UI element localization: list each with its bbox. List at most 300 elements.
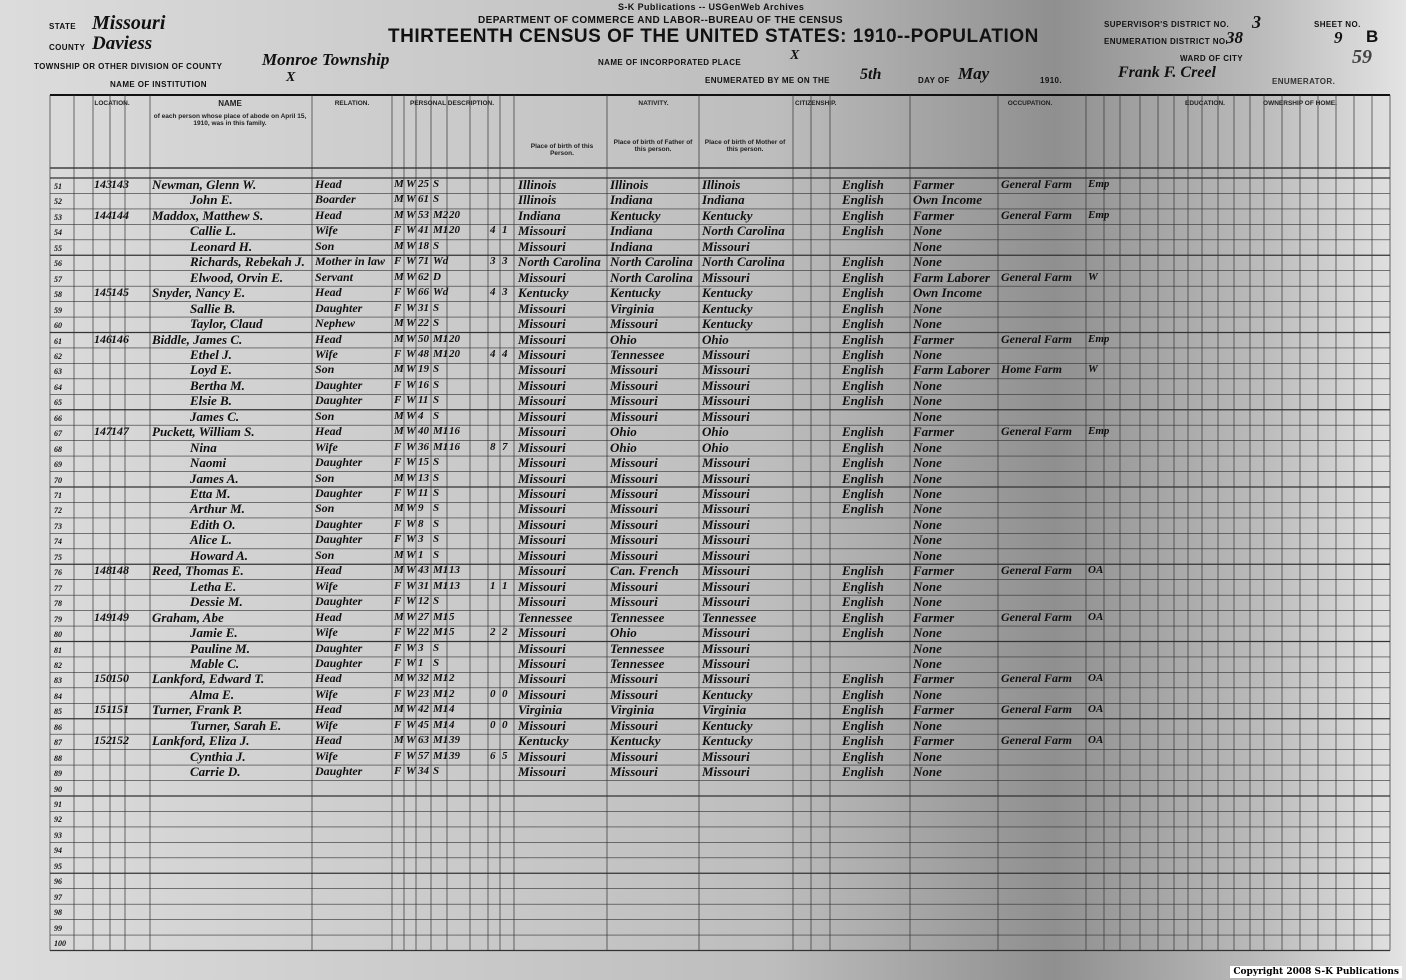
birthplace-person: Missouri — [518, 362, 566, 378]
birthplace-person: Missouri — [518, 516, 566, 532]
marital-status: S — [433, 765, 440, 778]
township-label: TOWNSHIP OR OTHER DIVISION OF COUNTY — [34, 62, 223, 71]
person-name: Sallie B. — [190, 300, 236, 316]
age: 63 — [418, 734, 429, 747]
state-label: STATE — [49, 22, 77, 31]
relation: Wife — [315, 625, 338, 640]
family-number: 152 — [111, 733, 129, 748]
person-name: Etta M. — [190, 486, 231, 501]
marital-status: M1 — [433, 687, 449, 700]
person-name: Edith O. — [190, 516, 236, 532]
dwelling-number: 152 — [94, 733, 112, 748]
race: W — [406, 301, 416, 314]
birthplace-mother: Kentucky — [702, 686, 753, 702]
relation: Head — [315, 563, 342, 578]
trade: Farmer — [913, 609, 955, 625]
sex: M — [394, 193, 404, 206]
language: English — [842, 223, 884, 239]
birthplace-mother: Missouri — [702, 671, 750, 687]
age: 4 — [418, 409, 424, 422]
birthplace-mother: Kentucky — [702, 300, 753, 316]
birthplace-father: Missouri — [610, 594, 658, 610]
children-living: 1 — [502, 579, 508, 592]
marital-status: D — [433, 270, 441, 283]
person-name: Elwood, Orvin E. — [190, 269, 284, 285]
relation: Head — [315, 609, 342, 624]
trade: Farmer — [913, 733, 955, 749]
line-number: 85 — [54, 707, 62, 717]
line-number: 95 — [54, 861, 62, 871]
department-heading: DEPARTMENT OF COMMERCE AND LABOR--BUREAU OF THE CENSUS — [478, 15, 843, 26]
sex: F — [394, 224, 402, 237]
sex: M — [394, 332, 404, 345]
line-number: 89 — [54, 769, 62, 779]
family-number: 143 — [111, 177, 129, 191]
language: English — [842, 316, 884, 332]
race: W — [406, 533, 416, 546]
sex: F — [394, 533, 402, 546]
birthplace-mother: Missouri — [702, 764, 750, 780]
birthplace-mother: Missouri — [702, 640, 750, 656]
trade: None — [913, 223, 942, 239]
marital-status: S — [433, 502, 440, 515]
sex: F — [394, 301, 402, 314]
top-banner: S-K Publications -- USGenWeb Archives — [618, 2, 805, 12]
relation: Servant — [315, 269, 354, 284]
birthplace-mother: Missouri — [702, 578, 750, 594]
marital-status: M1 — [433, 734, 449, 747]
line-number: 96 — [54, 877, 62, 887]
mother-of-children-born: 0 — [490, 718, 496, 731]
marital-status: M1 — [433, 440, 449, 453]
education-header: EDUCATION. — [1185, 100, 1225, 107]
birthplace-mother: North Carolina — [702, 254, 785, 270]
marital-status: S — [433, 193, 440, 206]
birthplace-mother: Indiana — [702, 192, 745, 208]
birthplace-mother: Tennessee — [702, 609, 757, 625]
birthplace-father: Tennessee — [610, 346, 665, 362]
age: 71 — [418, 255, 429, 268]
birthplace-mother: Kentucky — [702, 717, 753, 733]
birthplace-mother: Missouri — [702, 377, 750, 393]
marital-status: M1 — [433, 425, 449, 438]
age: 22 — [418, 626, 429, 639]
birthplace-father: Virginia — [610, 300, 655, 316]
trade: Farmer — [913, 702, 955, 718]
marital-status: Wd — [433, 286, 449, 299]
sex: F — [394, 440, 402, 453]
line-number: 98 — [54, 908, 62, 918]
age: 32 — [418, 672, 429, 685]
birthplace-person: Missouri — [518, 655, 566, 671]
age: 31 — [418, 301, 429, 314]
marital-status: M1 — [433, 718, 449, 731]
line-number: 78 — [54, 599, 62, 609]
relation: Son — [315, 408, 335, 423]
person-name: Graham, Abe — [152, 609, 224, 625]
person-name: Jamie E. — [190, 625, 238, 641]
trade: Own Income — [913, 192, 982, 208]
language: English — [842, 439, 884, 455]
relation: Son — [315, 362, 335, 377]
language: English — [842, 501, 884, 517]
birth-mother-header: Place of birth of Mother of this person. — [704, 139, 786, 153]
race: W — [406, 471, 416, 484]
race: W — [406, 626, 416, 639]
trade: None — [913, 594, 942, 610]
race: W — [406, 749, 416, 762]
birthplace-father: Kentucky — [610, 207, 661, 223]
age: 18 — [418, 239, 429, 252]
person-name: Carrie D. — [190, 764, 241, 780]
employer-class: OA — [1088, 610, 1104, 623]
language: English — [842, 346, 884, 362]
birthplace-person: Missouri — [518, 640, 566, 656]
children-living: 1 — [502, 224, 508, 237]
family-number: 149 — [111, 609, 129, 624]
sex: F — [394, 487, 402, 499]
line-number: 90 — [54, 784, 62, 794]
relation: Head — [315, 331, 342, 346]
children-living: 7 — [502, 440, 508, 453]
line-number: 92 — [54, 815, 62, 825]
line-number: 79 — [54, 614, 62, 624]
day-of-label: DAY OF — [918, 76, 950, 85]
line-number: 59 — [54, 305, 62, 315]
age: 15 — [418, 456, 429, 469]
relation: Nephew — [315, 316, 355, 331]
person-name: Arthur M. — [190, 501, 245, 517]
age: 3 — [418, 533, 424, 546]
person-name: Alice L. — [190, 532, 232, 548]
family-number: 144 — [111, 207, 129, 222]
county-label: COUNTY — [49, 43, 86, 52]
trade: None — [913, 748, 942, 764]
marital-status: S — [433, 239, 440, 252]
employer-class: W — [1088, 270, 1098, 283]
birthplace-person: Missouri — [518, 470, 566, 486]
race: W — [406, 193, 416, 206]
trade: None — [913, 300, 942, 316]
birthplace-person: Missouri — [518, 501, 566, 517]
age: 13 — [418, 471, 429, 484]
language: English — [842, 563, 884, 579]
marital-status: S — [433, 363, 440, 376]
birthplace-person: Missouri — [518, 408, 566, 424]
children-living: 4 — [502, 347, 508, 360]
line-number: 82 — [54, 660, 62, 670]
language: English — [842, 609, 884, 625]
person-name: Lankford, Edward T. — [152, 671, 265, 687]
relation: Head — [315, 207, 342, 222]
trade: None — [913, 516, 942, 532]
institution-value: X — [286, 70, 296, 85]
line-number: 93 — [54, 830, 62, 840]
sex: M — [394, 564, 404, 577]
birthplace-father: Tennessee — [610, 655, 665, 671]
trade: Farmer — [913, 331, 955, 347]
marital-status: M1 — [433, 564, 449, 577]
age: 45 — [418, 718, 429, 731]
industry: General Farm — [1001, 424, 1073, 439]
race: W — [406, 548, 416, 561]
person-name: Reed, Thomas E. — [152, 563, 244, 579]
line-number: 61 — [54, 336, 62, 346]
line-number: 76 — [54, 568, 62, 578]
dwelling-number: 149 — [94, 609, 112, 624]
township-value: Monroe Township — [262, 50, 390, 69]
marital-status: M1 — [433, 347, 449, 360]
birth-father-header: Place of birth of Father of this person. — [613, 139, 693, 153]
language: English — [842, 470, 884, 486]
location-header: LOCATION. — [94, 100, 130, 107]
person-name: Biddle, James C. — [152, 331, 243, 347]
person-name: Elsie B. — [190, 393, 232, 409]
years-married: 20 — [449, 208, 460, 221]
race: W — [406, 672, 416, 685]
trade: Farmer — [913, 207, 955, 223]
relation: Wife — [315, 578, 338, 593]
person-name: Cynthia J. — [190, 748, 246, 764]
person-name: Nina — [190, 439, 217, 455]
birthplace-person: Missouri — [518, 563, 566, 579]
relation: Wife — [315, 717, 338, 732]
birthplace-person: Missouri — [518, 300, 566, 316]
birthplace-father: Missouri — [610, 501, 658, 517]
marital-status: M1 — [433, 672, 449, 685]
person-name: Lankford, Eliza J. — [152, 733, 250, 749]
trade: None — [913, 686, 942, 702]
race: W — [406, 487, 416, 499]
language: English — [842, 686, 884, 702]
relation: Daughter — [315, 300, 363, 315]
name-header: NAME — [218, 99, 242, 108]
birthplace-father: Kentucky — [610, 285, 661, 301]
age: 9 — [418, 502, 424, 515]
children-living: 3 — [502, 286, 508, 299]
family-number: 146 — [111, 331, 129, 346]
birthplace-father: Missouri — [610, 393, 658, 409]
age: 40 — [418, 425, 429, 438]
marital-status: M2 — [433, 208, 449, 221]
birthplace-father: Missouri — [610, 764, 658, 780]
employer-class: OA — [1088, 703, 1104, 716]
age: 48 — [418, 347, 429, 360]
supervisor-label: SUPERVISOR'S DISTRICT NO. — [1104, 20, 1230, 29]
mother-of-children-born: 6 — [490, 749, 496, 762]
relation: Daughter — [315, 377, 363, 392]
trade: Farmer — [913, 177, 955, 192]
line-number: 64 — [54, 382, 62, 392]
birthplace-father: Missouri — [610, 486, 658, 501]
birthplace-mother: Missouri — [702, 532, 750, 548]
enumeration-label: ENUMERATION DISTRICT NO. — [1104, 37, 1229, 46]
sheet-number-value: 9 — [1334, 28, 1343, 47]
relation: Head — [315, 671, 342, 686]
trade: None — [913, 377, 942, 393]
years-married: 5 — [449, 626, 455, 639]
race: W — [406, 502, 416, 515]
race: W — [406, 765, 416, 778]
birth-person-header: Place of birth of this Person. — [530, 143, 594, 157]
race: W — [406, 208, 416, 221]
trade: None — [913, 578, 942, 594]
marital-status: S — [433, 301, 440, 314]
race: W — [406, 270, 416, 283]
line-number: 99 — [54, 923, 62, 933]
birthplace-father: Can. French — [610, 563, 679, 579]
person-name: Ethel J. — [190, 346, 232, 362]
person-name: Mable C. — [190, 655, 240, 671]
line-number: 80 — [54, 630, 62, 640]
birthplace-father: Virginia — [610, 702, 655, 718]
family-number: 145 — [111, 285, 129, 300]
line-number: 86 — [54, 722, 62, 732]
age: 41 — [418, 224, 429, 237]
supervisor-value: 3 — [1252, 12, 1261, 32]
trade: Farmer — [913, 424, 955, 440]
birthplace-father: Missouri — [610, 671, 658, 687]
copyright-notice: Copyright 2008 S-K Publications — [1230, 966, 1402, 978]
age: 53 — [418, 208, 429, 221]
marital-status: S — [433, 456, 440, 469]
trade: None — [913, 346, 942, 362]
relation: Wife — [315, 748, 338, 763]
trade: None — [913, 655, 942, 671]
person-name: Bertha M. — [190, 377, 245, 393]
sex: F — [394, 626, 402, 639]
race: W — [406, 440, 416, 453]
employer-class: Emp — [1088, 178, 1110, 190]
birthplace-mother: Missouri — [702, 346, 750, 362]
trade: None — [913, 625, 942, 641]
birthplace-person: Missouri — [518, 316, 566, 332]
line-number: 55 — [54, 243, 62, 253]
birthplace-mother: Kentucky — [702, 207, 753, 223]
trade: Own Income — [913, 285, 982, 301]
language: English — [842, 424, 884, 440]
industry: General Farm — [1001, 702, 1073, 717]
age: 66 — [418, 286, 429, 299]
age: 11 — [418, 487, 429, 499]
birthplace-mother: Missouri — [702, 625, 750, 641]
birthplace-mother: Missouri — [702, 563, 750, 579]
birthplace-mother: Missouri — [702, 393, 750, 409]
language: English — [842, 764, 884, 780]
sex: F — [394, 347, 402, 360]
line-number: 75 — [54, 552, 62, 562]
personal-header: PERSONAL DESCRIPTION. — [409, 100, 495, 107]
sex: F — [394, 595, 402, 608]
age: 1 — [418, 548, 424, 561]
birthplace-person: Missouri — [518, 393, 566, 409]
years-married: 4 — [449, 718, 455, 731]
line-number: 67 — [54, 429, 62, 439]
mother-of-children-born: 4 — [490, 347, 496, 360]
birthplace-mother: Illinois — [702, 177, 741, 192]
trade: None — [913, 532, 942, 548]
sex: M — [394, 239, 404, 252]
incorporated-place-value: X — [790, 48, 800, 63]
mother-of-children-born: 8 — [490, 440, 496, 453]
relation: Son — [315, 501, 335, 516]
trade: None — [913, 547, 942, 563]
race: W — [406, 239, 416, 252]
line-number: 56 — [54, 259, 62, 269]
trade: Farm Laborer — [913, 269, 990, 285]
race: W — [406, 378, 416, 391]
birthplace-person: North Carolina — [518, 254, 601, 270]
birthplace-mother: Kentucky — [702, 733, 753, 749]
age: 61 — [418, 193, 429, 206]
birthplace-person: Missouri — [518, 269, 566, 285]
marital-status: S — [433, 533, 440, 546]
age: 25 — [418, 178, 429, 190]
relation: Daughter — [315, 655, 363, 670]
citizenship-header: CITIZENSHIP. — [795, 100, 837, 107]
industry: General Farm — [1001, 563, 1073, 578]
race: W — [406, 718, 416, 731]
language: English — [842, 393, 884, 409]
birthplace-person: Missouri — [518, 455, 566, 471]
language: English — [842, 733, 884, 749]
sex: M — [394, 471, 404, 484]
birthplace-mother: Kentucky — [702, 316, 753, 332]
birthplace-mother: Missouri — [702, 748, 750, 764]
line-number: 70 — [54, 475, 62, 485]
person-name: Naomi — [190, 455, 227, 471]
race: W — [406, 456, 416, 469]
birthplace-mother: Ohio — [702, 424, 729, 440]
person-name: James A. — [190, 470, 239, 486]
birthplace-mother: Ohio — [702, 439, 729, 455]
years-married: 20 — [449, 347, 460, 360]
birthplace-father: Missouri — [610, 470, 658, 486]
race: W — [406, 656, 416, 669]
relation: Daughter — [315, 393, 363, 408]
language: English — [842, 702, 884, 718]
years-married: 39 — [449, 734, 460, 747]
age: 22 — [418, 317, 429, 330]
race: W — [406, 734, 416, 747]
birthplace-person: Missouri — [518, 625, 566, 641]
mother-of-children-born: 0 — [490, 687, 496, 700]
age: 1 — [418, 656, 424, 669]
birthplace-father: Ohio — [610, 439, 637, 455]
birthplace-person: Missouri — [518, 578, 566, 594]
marital-status: S — [433, 317, 440, 330]
person-name: James C. — [190, 408, 240, 424]
county-value: Daviess — [92, 33, 153, 54]
birthplace-father: Missouri — [610, 455, 658, 471]
years-married: 20 — [449, 332, 460, 345]
race: W — [406, 564, 416, 577]
person-name: Maddox, Matthew S. — [152, 207, 264, 223]
language: English — [842, 594, 884, 610]
birthplace-person: Tennessee — [518, 609, 573, 625]
birthplace-father: Missouri — [610, 532, 658, 548]
mother-of-children-born: 3 — [490, 255, 496, 268]
birthplace-father: Ohio — [610, 625, 637, 641]
birthplace-person: Missouri — [518, 547, 566, 563]
enumerated-label: ENUMERATED BY ME ON THE — [705, 76, 830, 85]
birthplace-person: Missouri — [518, 439, 566, 455]
birthplace-mother: Missouri — [702, 238, 750, 254]
marital-status: M1 — [433, 626, 449, 639]
sex: M — [394, 610, 404, 623]
sex: M — [394, 734, 404, 747]
marital-status: M1 — [433, 579, 449, 592]
